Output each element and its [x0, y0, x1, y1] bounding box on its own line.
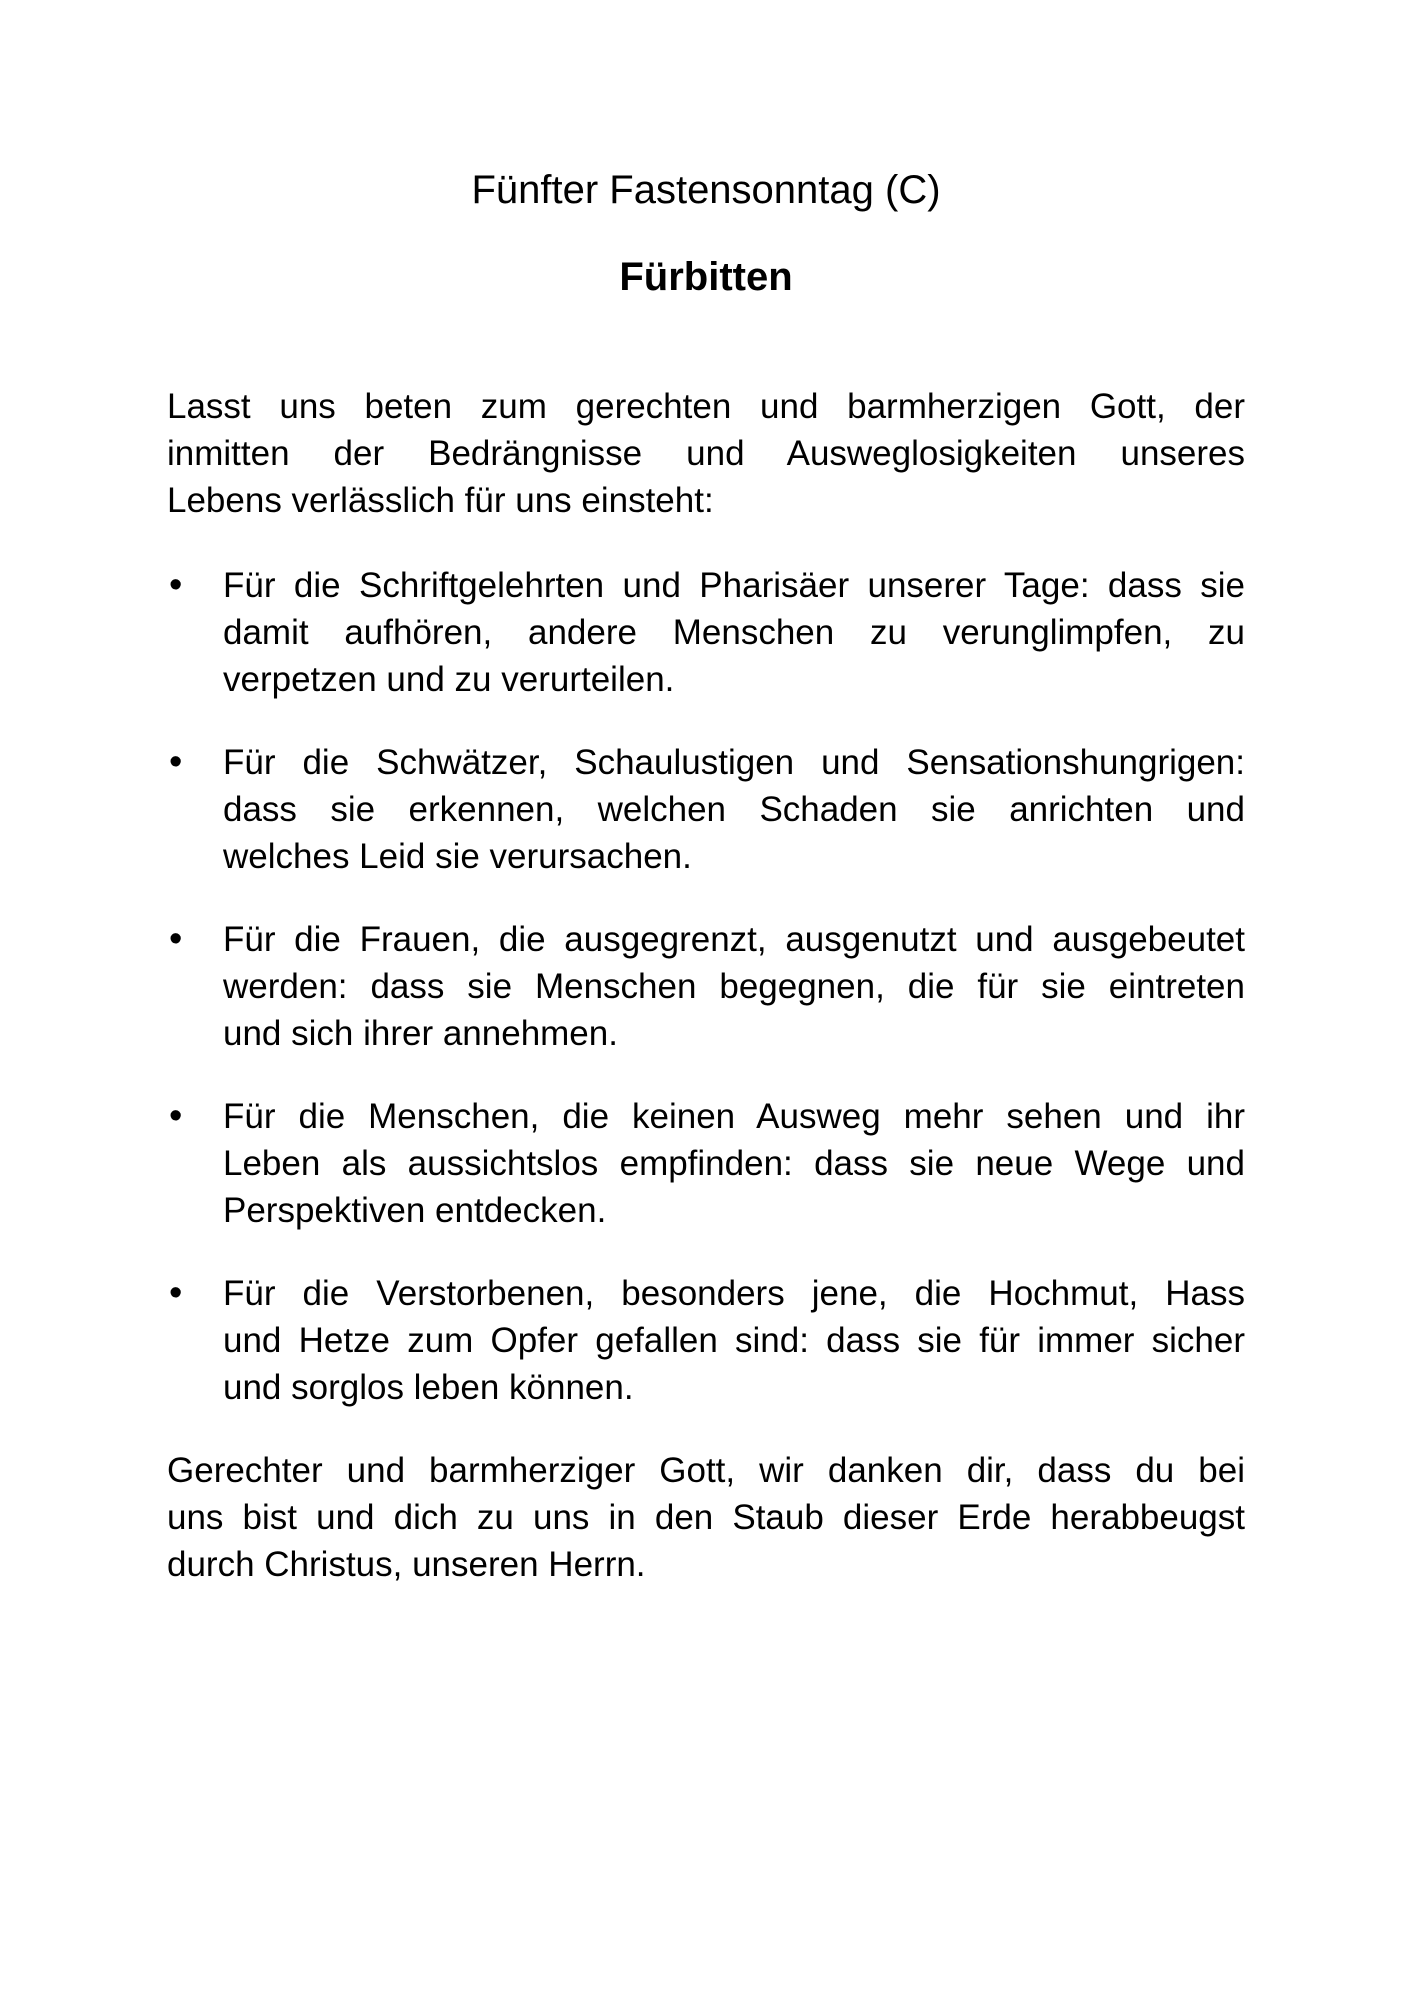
bullet-icon: •: [169, 918, 183, 960]
text-line: Lasst uns beten zum gerechten und barmherzigen Gott, der: [167, 387, 1245, 426]
petition-item: [167, 916, 1245, 1057]
text-line: Perspektiven entdecken.: [223, 1191, 607, 1230]
bullet-icon: •: [169, 741, 183, 783]
petition-item: [167, 739, 1245, 880]
page-subtitle: Fürbitten: [619, 255, 793, 299]
text-line: durch Christus, unseren Herrn.: [167, 1545, 646, 1584]
text-line: Für die Schriftgelehrten und Pharisäer unserer Tage: dass sie: [223, 566, 1245, 605]
text-line: Lebens verlässlich für uns einsteht:: [167, 481, 714, 520]
text-line: welches Leid sie verursachen.: [223, 837, 692, 876]
text-line: inmitten der Bedrängnisse und Ausweglosigkeiten unseres: [167, 434, 1245, 473]
text-line: und sorglos leben können.: [223, 1368, 634, 1407]
closing-paragraph: [167, 1447, 1245, 1588]
petition-item: [167, 562, 1245, 703]
bullet-icon: •: [169, 1272, 183, 1314]
text-line: Leben als aussichtslos empfinden: dass sie neue Wege und: [223, 1144, 1245, 1183]
text-line: Für die Frauen, die ausgegrenzt, ausgenutzt und ausgebeutet: [223, 920, 1245, 959]
text-line: Für die Verstorbenen, besonders jene, die Hochmut, Hass: [223, 1274, 1245, 1313]
text-line: uns bist und dich zu uns in den Staub dieser Erde herabbeugst: [167, 1498, 1245, 1537]
text-line: damit aufhören, andere Menschen zu verunglimpfen, zu: [223, 613, 1245, 652]
text-line: und sich ihrer annehmen.: [223, 1014, 618, 1053]
text-line: dass sie erkennen, welchen Schaden sie anrichten und: [223, 790, 1245, 829]
page-title: Fünfter Fastensonntag (C): [471, 168, 941, 212]
bullet-icon: •: [169, 564, 183, 606]
petitions-list: [167, 562, 1245, 1411]
bullet-icon: •: [169, 1095, 183, 1137]
text-line: werden: dass sie Menschen begegnen, die für sie eintreten: [223, 967, 1245, 1006]
text-line: und Hetze zum Opfer gefallen sind: dass sie für immer sicher: [223, 1321, 1245, 1360]
petition-item: [167, 1270, 1245, 1411]
petition-item: [167, 1093, 1245, 1234]
text-line: Für die Menschen, die keinen Ausweg mehr sehen und ihr: [223, 1097, 1245, 1136]
intro-paragraph: [167, 383, 1245, 524]
text-line: Gerechter und barmherziger Gott, wir danken dir, dass du bei: [167, 1451, 1245, 1490]
text-line: verpetzen und zu verurteilen.: [223, 660, 675, 699]
text-line: Für die Schwätzer, Schaulustigen und Sensationshungrigen:: [223, 743, 1245, 782]
